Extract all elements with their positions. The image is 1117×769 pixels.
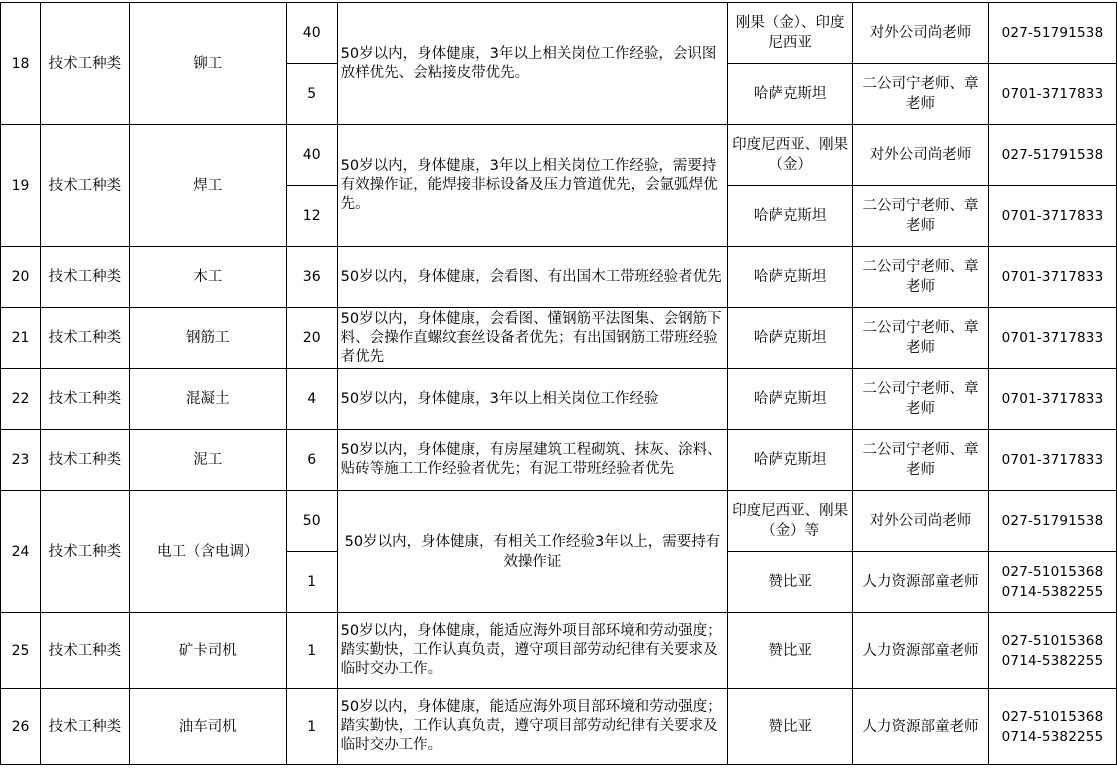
table-row: [1, 308, 1117, 369]
requirement-cell[interactable]: 50岁以内，身体健康，3年以上相关岗位工作经验，会识图放样优先、会粘接皮带优先。: [337, 3, 728, 125]
count-cell[interactable]: 6: [286, 430, 337, 491]
phone-line: 0714-5382255: [1001, 584, 1104, 600]
location-cell[interactable]: 哈萨克斯坦: [728, 64, 853, 125]
seq-cell[interactable]: 19: [1, 125, 41, 247]
location-cell[interactable]: 印度尼西亚、刚果（金）: [728, 125, 853, 186]
count-cell[interactable]: 4: [286, 369, 337, 430]
job-cell[interactable]: 焊工: [129, 125, 286, 247]
category-cell[interactable]: 技术工种类: [40, 689, 129, 765]
phone-cell[interactable]: 0701-3717833: [988, 369, 1116, 430]
requirement-cell[interactable]: 50岁以内，身体健康，会看图、有出国木工带班经验者优先: [337, 247, 728, 308]
phone-line: 0714-5382255: [1001, 728, 1104, 745]
phone-cell[interactable]: 0701-3717833: [988, 64, 1116, 125]
table-row: [1, 247, 1117, 308]
contact-cell[interactable]: 二公司宁老师、章老师: [853, 369, 989, 430]
job-cell[interactable]: 钢筋工: [129, 308, 286, 369]
phone-cell[interactable]: [988, 613, 1116, 689]
category-cell[interactable]: 技术工种类: [40, 3, 129, 125]
contact-cell[interactable]: 二公司宁老师、章老师: [853, 308, 989, 369]
table-row: [1, 613, 1117, 689]
location-cell[interactable]: 赞比亚: [728, 613, 853, 689]
count-cell[interactable]: 1: [286, 552, 337, 613]
count-cell[interactable]: 5: [286, 64, 337, 125]
recruitment-table: [0, 2, 1117, 765]
contact-cell[interactable]: 对外公司尚老师: [853, 125, 989, 186]
phone-cell[interactable]: 027-51791538: [988, 125, 1116, 186]
phone-line: 0714-5382255: [1001, 652, 1104, 669]
location-cell[interactable]: 哈萨克斯坦: [728, 247, 853, 308]
phone-line: 027-51015368: [1001, 632, 1104, 649]
requirement-cell[interactable]: 50岁以内，身体健康，有相关工作经验3年以上，需要持有效操作证: [337, 491, 728, 613]
table-row: [1, 3, 1117, 64]
seq-cell[interactable]: 21: [1, 308, 41, 369]
job-cell[interactable]: 混凝土: [129, 369, 286, 430]
count-cell[interactable]: 36: [286, 247, 337, 308]
location-cell[interactable]: 赞比亚: [728, 689, 853, 765]
category-cell[interactable]: 技术工种类: [40, 308, 129, 369]
requirement-cell[interactable]: 50岁以内，身体健康，能适应海外项目部环境和劳动强度；踏实勤快，工作认真负责，遵守项目部劳动纪律有关要求及临时交办工作。: [337, 689, 728, 765]
count-cell[interactable]: 12: [286, 186, 337, 247]
count-cell[interactable]: 20: [286, 308, 337, 369]
count-cell[interactable]: 40: [286, 125, 337, 186]
category-cell[interactable]: 技术工种类: [40, 125, 129, 247]
seq-cell[interactable]: 24: [1, 491, 41, 613]
table-row: [1, 369, 1117, 430]
location-cell[interactable]: 印度尼西亚、刚果（金）等: [728, 491, 853, 552]
phone-cell[interactable]: 027-51791538: [988, 491, 1116, 552]
category-cell[interactable]: 技术工种类: [40, 430, 129, 491]
count-cell[interactable]: 40: [286, 3, 337, 64]
location-cell[interactable]: 刚果（金）、印度尼西亚: [728, 3, 853, 64]
table-row: [1, 689, 1117, 765]
category-cell[interactable]: 技术工种类: [40, 613, 129, 689]
contact-cell[interactable]: 对外公司尚老师: [853, 491, 989, 552]
requirement-cell[interactable]: 50岁以内，身体健康，有房屋建筑工程砌筑、抹灰、涂料、贴砖等施工工作经验者优先；有泥工带班经验者优先: [337, 430, 728, 491]
requirement-cell[interactable]: 50岁以内，身体健康，3年以上相关岗位工作经验，需要持有效操作证，能焊接非标设备及压力管道优先，会氩弧焊优先。: [337, 125, 728, 247]
table-row: [1, 125, 1117, 186]
phone-line: 027-51015368: [1001, 708, 1104, 725]
phone-cell[interactable]: 0701-3717833: [988, 247, 1116, 308]
contact-cell[interactable]: 人力资源部童老师: [853, 552, 989, 613]
requirement-cell[interactable]: 50岁以内，身体健康，能适应海外项目部环境和劳动强度；踏实勤快，工作认真负责，遵守项目部劳动纪律有关要求及临时交办工作。: [337, 613, 728, 689]
phone-line: 027-51015368: [1001, 564, 1104, 580]
seq-cell[interactable]: 26: [1, 689, 41, 765]
location-cell[interactable]: 哈萨克斯坦: [728, 308, 853, 369]
count-cell[interactable]: 1: [286, 613, 337, 689]
requirement-cell[interactable]: 50岁以内，身体健康，会看图、懂钢筋平法图集、会钢筋下料、会操作直螺纹套丝设备者优先；有出国钢筋工带班经验者优先: [337, 308, 728, 369]
seq-cell[interactable]: 23: [1, 430, 41, 491]
location-cell[interactable]: 哈萨克斯坦: [728, 186, 853, 247]
contact-cell[interactable]: 人力资源部童老师: [853, 689, 989, 765]
contact-cell[interactable]: 二公司宁老师、章老师: [853, 430, 989, 491]
seq-cell[interactable]: 22: [1, 369, 41, 430]
location-cell[interactable]: 赞比亚: [728, 552, 853, 613]
job-cell[interactable]: 泥工: [129, 430, 286, 491]
location-cell[interactable]: 哈萨克斯坦: [728, 430, 853, 491]
contact-cell[interactable]: 二公司宁老师、章老师: [853, 186, 989, 247]
phone-cell[interactable]: 0701-3717833: [988, 430, 1116, 491]
contact-cell[interactable]: 二公司宁老师、章老师: [853, 64, 989, 125]
contact-cell[interactable]: 人力资源部童老师: [853, 613, 989, 689]
phone-cell[interactable]: [988, 552, 1116, 613]
phone-cell[interactable]: 027-51791538: [988, 3, 1116, 64]
job-cell[interactable]: 矿卡司机: [129, 613, 286, 689]
job-cell[interactable]: 铆工: [129, 3, 286, 125]
requirement-cell[interactable]: 50岁以内，身体健康，3年以上相关岗位工作经验: [337, 369, 728, 430]
phone-cell[interactable]: [988, 689, 1116, 765]
seq-cell[interactable]: 25: [1, 613, 41, 689]
phone-cell[interactable]: 0701-3717833: [988, 308, 1116, 369]
count-cell[interactable]: 50: [286, 491, 337, 552]
job-cell[interactable]: 油车司机: [129, 689, 286, 765]
seq-cell[interactable]: 20: [1, 247, 41, 308]
category-cell[interactable]: 技术工种类: [40, 491, 129, 613]
table-row: [1, 430, 1117, 491]
location-cell[interactable]: 哈萨克斯坦: [728, 369, 853, 430]
phone-cell[interactable]: 0701-3717833: [988, 186, 1116, 247]
contact-cell[interactable]: 二公司宁老师、章老师: [853, 247, 989, 308]
job-cell[interactable]: 木工: [129, 247, 286, 308]
count-cell[interactable]: 1: [286, 689, 337, 765]
seq-cell[interactable]: 18: [1, 3, 41, 125]
category-cell[interactable]: 技术工种类: [40, 369, 129, 430]
table-row: [1, 491, 1117, 552]
contact-cell[interactable]: 对外公司尚老师: [853, 3, 989, 64]
job-cell[interactable]: 电工（含电调）: [129, 491, 286, 613]
category-cell[interactable]: 技术工种类: [40, 247, 129, 308]
